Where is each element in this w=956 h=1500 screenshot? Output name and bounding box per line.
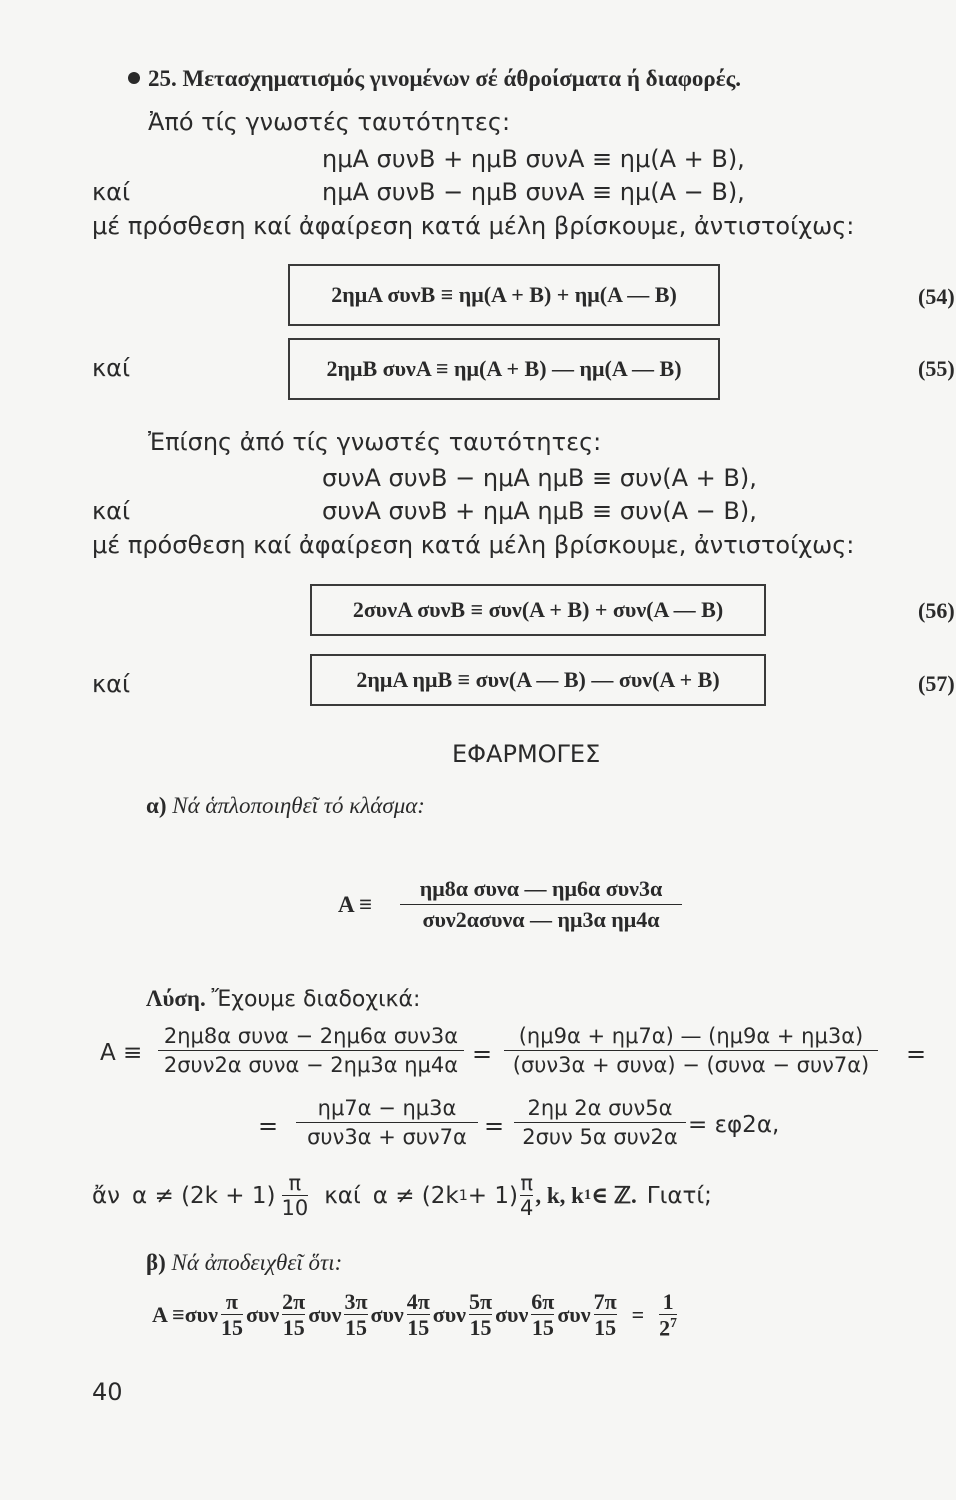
b-frac-4-num: 4π [406,1289,430,1315]
s4-denominator: 2συν 5α συν2α [522,1125,678,1149]
b-frac-1 [221,1290,243,1339]
s3-denominator: συν3α + συν7α [307,1125,467,1149]
b-frac-2-den: 15 [282,1315,305,1341]
a-fraction-bar [400,904,682,905]
b-frac-5-den: 15 [469,1315,492,1341]
b-rhs-den-base: 2 [659,1315,671,1341]
s2-numerator: (ημ9α + ημ7α) — (ημ9α + ημ3α) [518,1024,864,1048]
b-frac-6-num: 6π [531,1289,555,1315]
cond-kai: καί [324,1182,361,1209]
kai-label-3: καί [92,497,131,525]
s1-lhs: A ≡ [100,1040,143,1066]
addsub-text-2: μέ πρόσθεση καί ἀφαίρεση κατά μέλη βρίσκουμε, ἀντιστοίχως: [92,531,855,559]
s4-result: = εφ2α, [688,1112,780,1138]
s3-equals: = [258,1112,279,1140]
kai-label-1: καί [92,178,131,206]
application-b-heading [146,1250,342,1276]
cond-frac2-num: π [520,1171,534,1195]
b-syn-6: συν [495,1301,529,1327]
s3-numerator: ημ7α − ημ3α [317,1096,457,1120]
cond-fraction-2 [520,1172,533,1219]
formula-54: 2ημA συνB ≡ ημ(A + B) + ημ(A — B) [331,282,677,307]
addsub-text-1: μέ πρόσθεση καί ἀφαίρεση κατά μέλη βρίσκουμε, ἀντιστοίχως: [92,212,855,240]
b-frac-2-num: 2π [282,1289,306,1315]
b-frac-1-num: π [225,1289,238,1315]
b-lhs: A ≡συν [152,1301,218,1327]
s1-fraction [158,1024,464,1077]
b-frac-7 [594,1290,617,1339]
b-frac-6 [531,1290,554,1339]
application-b-label: β) [146,1250,166,1275]
b-syn-3: συν [308,1301,342,1327]
bullet-icon [128,72,140,84]
section-heading [128,66,741,92]
cond-frac1-den: 10 [281,1196,309,1221]
cond-why: Γιατί; [646,1182,712,1209]
application-a-heading [146,793,425,819]
applications-heading: ΕΦΑΡΜΟΓΕΣ [452,740,601,768]
s2-fraction [504,1024,878,1077]
b-frac-1-den: 15 [220,1315,243,1341]
s1-fraction-bar [158,1050,464,1051]
cond-a: α ≠ (2k + 1) [132,1182,276,1209]
page-number: 40 [92,1378,123,1406]
eq-number-54: (54) [918,284,955,309]
formula-box-57 [310,654,766,706]
identity-2: ημA συνB − ημB συνA ≡ ημ(A − B), [322,178,745,206]
b-equals: = [631,1301,645,1327]
b-frac-7-den: 15 [594,1315,617,1341]
application-b-text: Νά ἀποδειχθεῖ ὅτι: [171,1250,343,1275]
a-denominator: συν2ασυνα — ημ3α ημ4α [422,907,660,932]
b-frac-5-num: 5π [469,1289,493,1315]
b-frac-3-num: 3π [344,1289,368,1315]
s1-denominator: 2συν2α συνα − 2ημ3α ημ4α [163,1053,459,1077]
cond-k: , k, k [535,1182,584,1208]
s3-fraction [296,1096,478,1149]
eq-number-57: (57) [918,671,955,696]
b-frac-7-num: 7π [593,1289,617,1315]
identity-1: ημA συνB + ημB συνA ≡ ημ(A + B), [322,145,745,173]
s3-fraction-bar [296,1122,478,1123]
section-number: 25. [148,66,177,91]
application-a-text: Νά ἁπλοποιηθεῖ τό κλάσμα: [172,793,425,818]
solution-label: Λύση. [146,986,206,1011]
a-numerator: ημ8α συνα — ημ6α συν3α [419,876,663,901]
condition-line [92,1172,712,1219]
b-frac-3 [344,1290,367,1339]
cond-fraction-1 [282,1172,309,1219]
formula-box-55 [288,338,720,400]
solution-text: Ἔχουμε διαδοχικά: [211,987,421,1012]
b-rhs-fraction [659,1290,677,1340]
s1-equals: = [472,1040,493,1068]
b-formula [152,1290,680,1340]
s4-equals: = [484,1112,505,1140]
cond-frac2-den: 4 [520,1196,534,1221]
a-lhs: A ≡ [338,892,373,917]
b-frac-4 [407,1290,430,1339]
b-frac-6-den: 15 [531,1315,554,1341]
cond-in-z: ∈ ℤ. [591,1183,637,1209]
cond-sub-2: 1 [583,1187,592,1204]
eq-number-55: (55) [918,356,955,381]
formula-box-56 [310,584,766,636]
b-frac-4-den: 15 [407,1315,430,1341]
formula-55: 2ημB συνA ≡ ημ(A + B) — ημ(A — B) [326,356,682,381]
application-a-label: α) [146,793,167,818]
s2-fraction-bar [504,1050,878,1051]
intro-text-1: Ἀπό τίς γνωστές ταυτότητες: [148,108,511,136]
intro-text-2: Ἐπίσης ἀπό τίς γνωστές ταυτότητες: [148,428,602,456]
s4-fraction [514,1096,686,1149]
b-syn-4: συν [370,1301,404,1327]
cond-frac1-num: π [288,1171,302,1195]
formula-57: 2ημA ημB ≡ συν(A — B) — συν(A + B) [356,667,720,692]
kai-label-4: καί [92,670,131,698]
cond-an: ἄν [92,1182,121,1209]
b-syn-7: συν [557,1301,591,1327]
b-frac-3-den: 15 [344,1315,367,1341]
b-syn-2: συν [245,1301,280,1327]
s4-numerator: 2ημ 2α συν5α [527,1096,673,1120]
s2-denominator: (συν3α + συνα) − (συνα − συν7α) [512,1053,870,1077]
identity-3: συνA συνB − ημA ημB ≡ συν(A + B), [322,464,757,492]
formula-56: 2συνA συνB ≡ συν(A + B) + συν(A — B) [352,597,724,622]
b-frac-2 [282,1290,305,1339]
section-title: Μετασχηματισμός γινομένων σέ άθροίσματα ή διαφορές. [182,66,742,91]
b-frac-5 [469,1290,492,1339]
eq-number-56: (56) [918,598,955,623]
s1-numerator: 2ημ8α συνα − 2ημ6α συν3α [163,1024,459,1048]
s2-equals: = [906,1040,927,1068]
cond-sub-1: 1 [458,1187,468,1204]
formula-box-54 [288,264,720,326]
solution-heading [146,986,420,1012]
identity-4: συνA συνB + ημA ημB ≡ συν(A − B), [322,497,757,525]
kai-label-2: καί [92,354,131,382]
b-syn-5: συν [432,1301,466,1327]
cond-a2: α ≠ (2k [372,1182,459,1209]
a-fraction [400,876,682,933]
b-rhs-den-exp: 7 [670,1315,677,1331]
b-rhs-num: 1 [662,1289,674,1314]
s4-fraction-bar [514,1122,686,1123]
cond-plus1: + 1) [467,1182,518,1209]
